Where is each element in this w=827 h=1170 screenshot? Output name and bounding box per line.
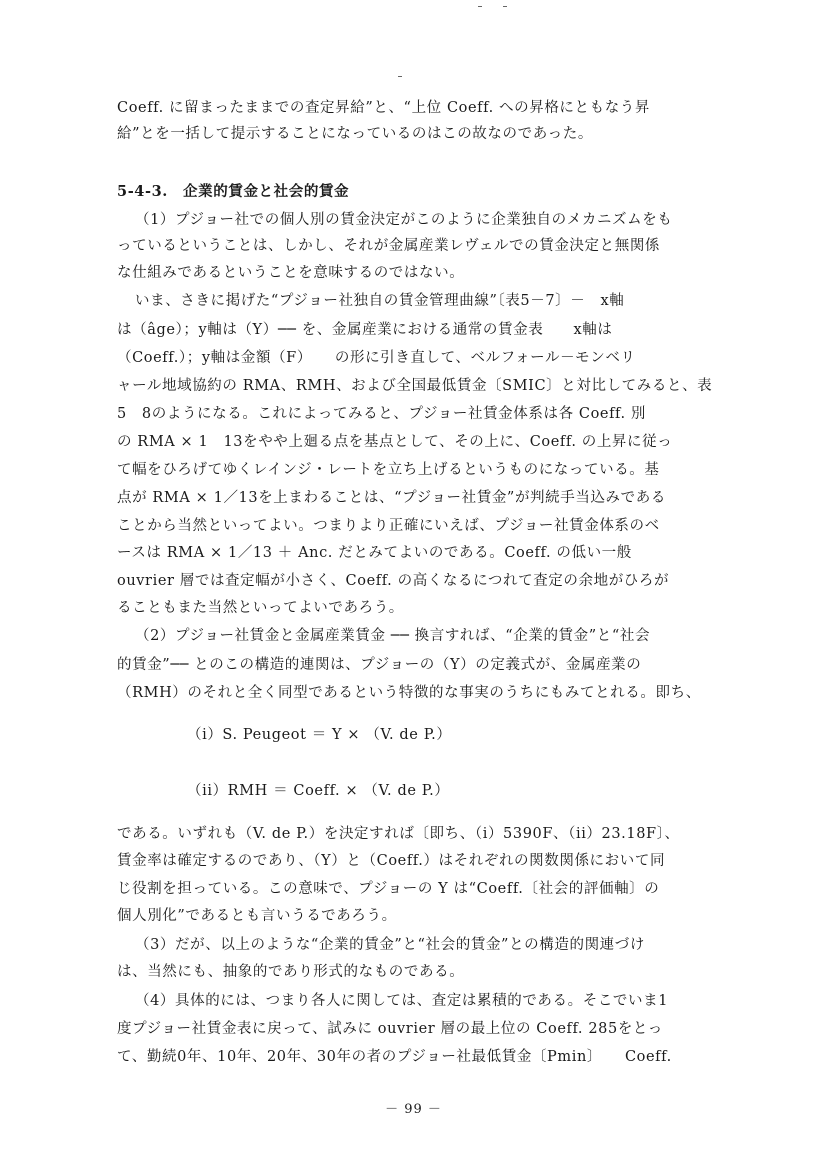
paragraph-line: 給”とを一括して提示することになっているのはこの故なのであった。: [117, 126, 593, 142]
paragraph-line: である。いずれも（V. de P.）を決定すれば〔即ち、（i）5390F、（ii）23.18F〕、: [117, 826, 680, 842]
paragraph-line: 賃金率は確定するのであり、（Y）と（Coeff.）はそれぞれの関数関係において同: [117, 853, 666, 869]
section-heading: 5-4-3. 企業的賃金と社会的賃金: [117, 183, 350, 200]
paragraph-line: 度プジョー社賃金表に戻って、試みに ouvrier 層の最上位の Coeff. 285をとっ: [117, 1021, 663, 1037]
formula-line: （i）S. Peugeot ＝ Y × （V. de P.）: [187, 727, 452, 743]
paragraph-line: じ役割を担っている。この意味で、プジョーの Y は“Coeff.〔社会的評価軸〕の: [117, 881, 660, 897]
paragraph-line: 的賃金”── とのこの構造的連関は、プジョーの（Y）の定義式が、金属産業の: [117, 657, 642, 673]
paragraph-line: （RMH）のそれと全く同型であるという特徴的な事実のうちにもみてとれる。即ち、: [117, 685, 701, 701]
paragraph-line: 個人別化”であるとも言いうるであろう。: [117, 908, 397, 924]
paragraph-line: （Coeff.）；y軸は金額（F） の形に引き直して、ベルフォール－モンベリ: [117, 350, 636, 366]
paragraph-line: の RMA × 1 13をやや上廻る点を基点として、その上に、Coeff. の上昇に従っ: [117, 434, 673, 450]
paragraph-line: いま、さきに掲げた“プジョー社独自の賃金管理曲線”〔表5－7〕－ x軸: [135, 293, 625, 309]
paragraph-line: （4）具体的には、つまり各人に関しては、査定は累積的である。そこでいま1: [135, 993, 669, 1009]
page-number: － 99 －: [385, 1102, 442, 1117]
scan-mark: [398, 76, 402, 77]
paragraph-line: っているということは、しかし、それが金属産業レヴェルでの賃金決定と無関係: [117, 238, 661, 254]
paragraph-line: ことから当然といってよい。つまりより正確にいえば、プジョー社賃金体系のベ: [117, 518, 660, 534]
paragraph-line: は（âge）；y軸は（Y）── を、金属産業における通常の賃金表 x軸は: [117, 322, 613, 338]
paragraph-line: な仕組みであるということを意味するのではない。: [117, 265, 465, 281]
paragraph-line: て、勤続0年、10年、20年、30年の者のプジョー社最低賃金〔Pmin〕 Coeff.: [117, 1049, 672, 1065]
paragraph-line: （1）プジョー社での個人別の賃金決定がこのように企業独自のメカニズムをも: [135, 212, 673, 228]
paragraph-line: ャール地域協約の RMA、RMH、および全国最低賃金〔SMIC〕と対比してみると、表: [117, 378, 713, 394]
paragraph-line: は、当然にも、抽象的であり形式的なものである。: [117, 964, 465, 980]
scan-mark: [503, 6, 507, 7]
paragraph-line: （3）だが、以上のような“企業的賃金”と“社会的賃金”との構造的関連づけ: [135, 937, 645, 953]
paragraph-line: 点が RMA × 1／13を上まわることは、“プジョー社賃金”が判続手当込みである: [117, 490, 666, 506]
formula-line: （ii）RMH ＝ Coeff. × （V. de P.）: [187, 783, 450, 799]
paragraph-line: 5 8のようになる。これによってみると、プジョー社賃金体系は各 Coeff. 別: [117, 406, 647, 422]
paragraph-line: （2）プジョー社賃金と金属産業賃金 ── 換言すれば、“企業的賃金”と“社会: [135, 628, 651, 644]
paragraph-line: て幅をひろげてゆくレインジ・レートを立ち上げるというものになっている。基: [117, 462, 660, 478]
scan-mark: [478, 6, 482, 7]
paragraph-line: ースは RMA × 1／13 ＋ Anc. だとみてよいのである。Coeff. の低い一般: [117, 545, 632, 561]
paragraph-line: ることもまた当然といってよいであろう。: [117, 600, 404, 616]
paragraph-line: ouvrier 層では査定幅が小さく、Coeff. の高くなるにつれて査定の余地がひろが: [117, 573, 670, 589]
paragraph-line: Coeff. に留まったままでの査定昇給”と、“上位 Coeff. への昇格にともなう昇: [117, 100, 651, 116]
